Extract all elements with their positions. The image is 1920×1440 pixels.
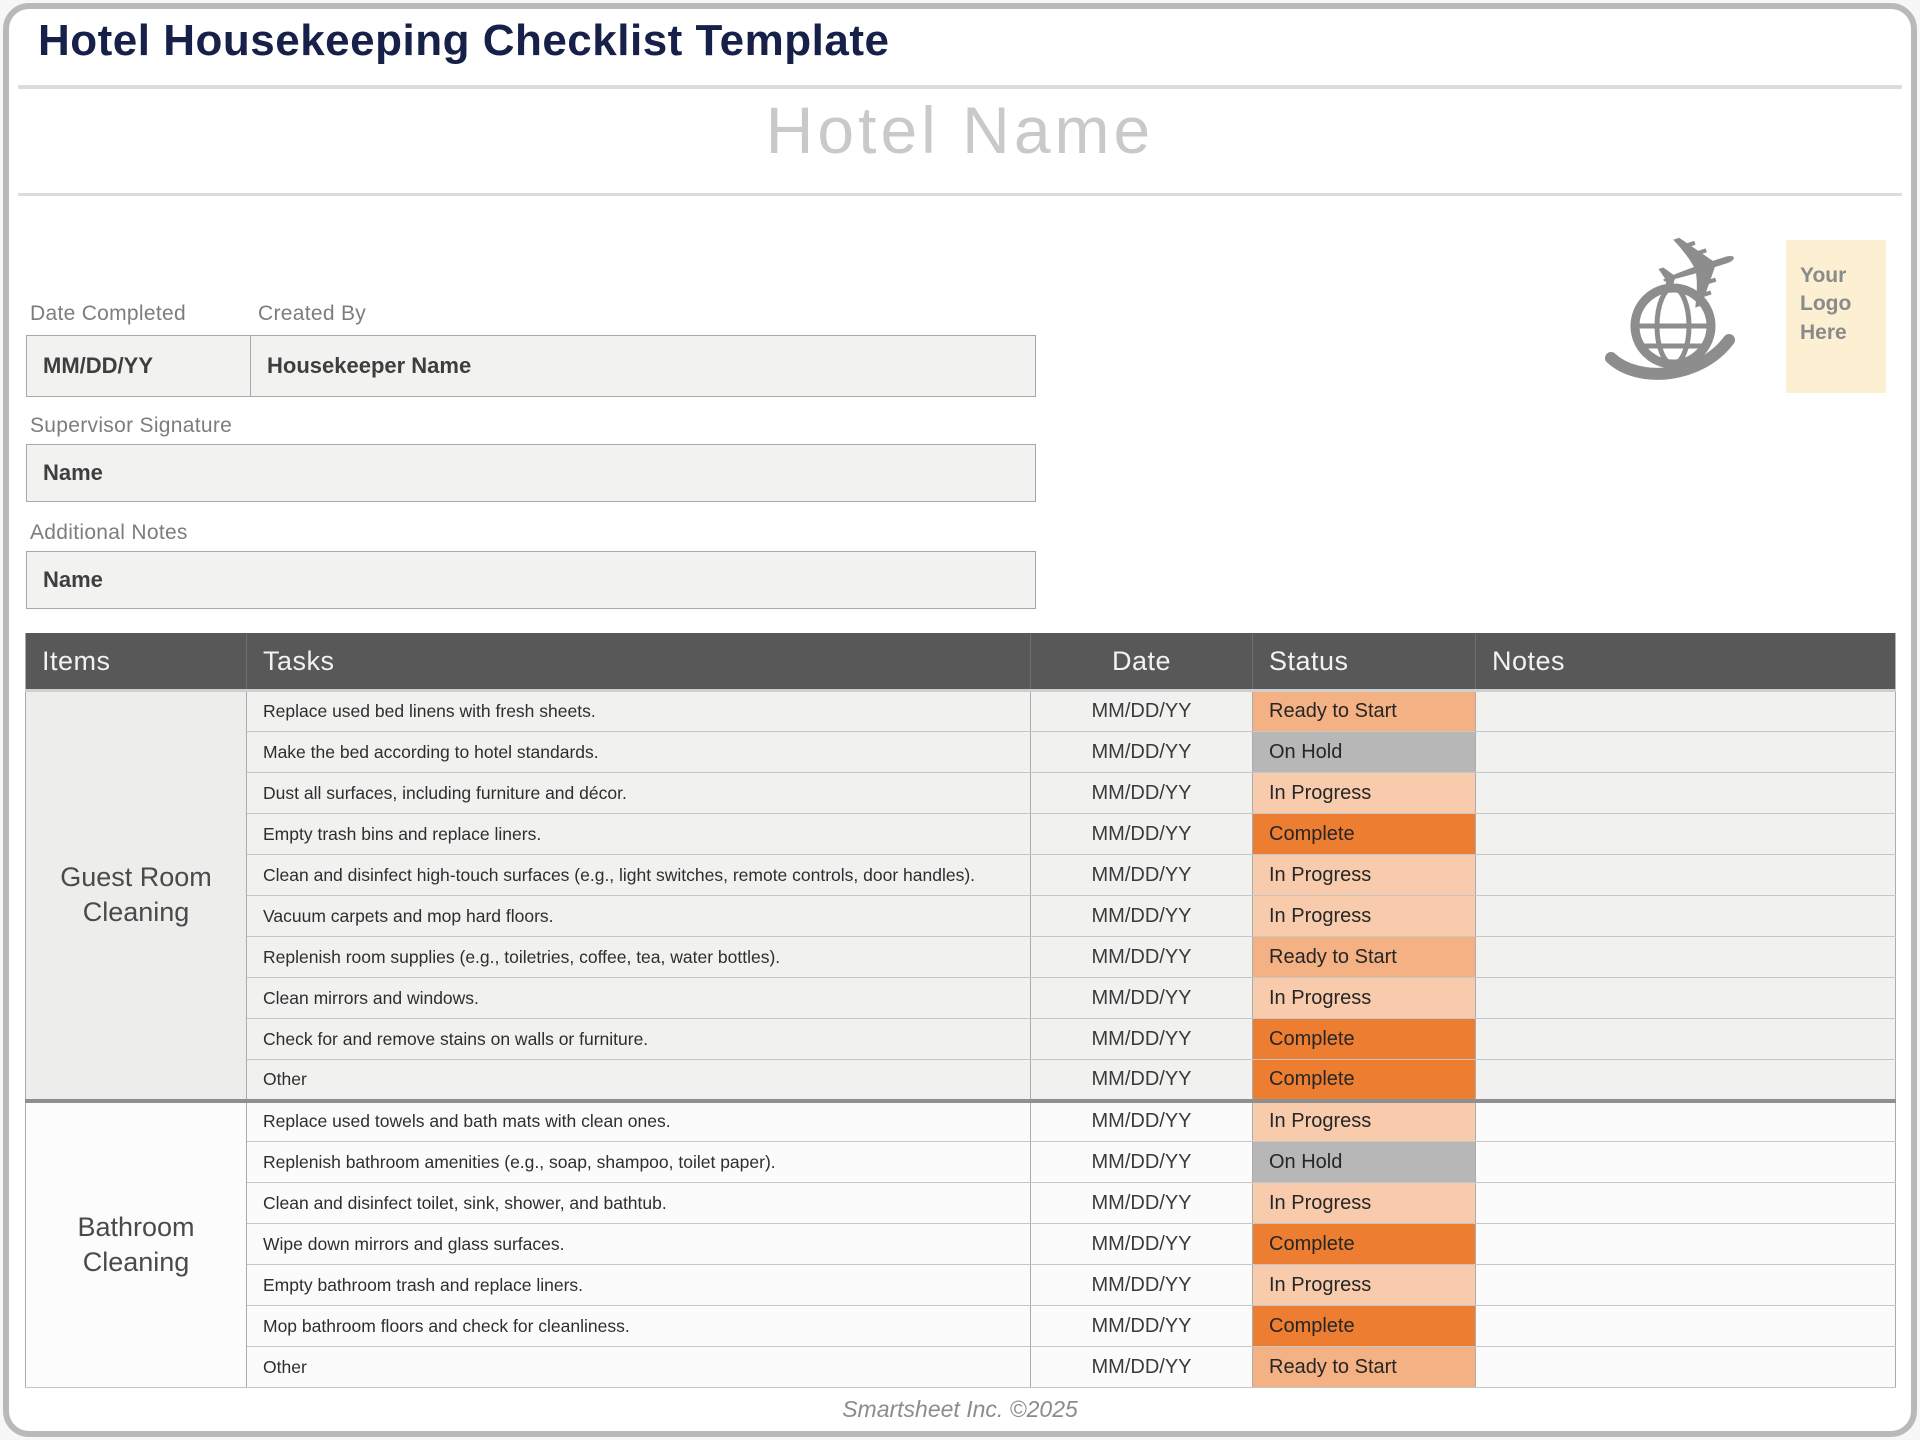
notes-cell[interactable] (1476, 896, 1896, 937)
task-cell[interactable]: Empty bathroom trash and replace liners. (247, 1265, 1031, 1306)
task-cell[interactable]: Dust all surfaces, including furniture and décor. (247, 773, 1031, 814)
airplane-icon: ✈ (1638, 199, 1759, 343)
date-cell[interactable]: MM/DD/YY (1031, 1224, 1253, 1265)
created-by-label: Created By (258, 302, 367, 325)
task-cell[interactable]: Replenish room supplies (e.g., toiletries, coffee, tea, water bottles). (247, 937, 1031, 978)
notes-cell[interactable] (1476, 1265, 1896, 1306)
airplane-globe-icon (1600, 199, 1800, 402)
notes-cell[interactable] (1476, 937, 1896, 978)
task-cell[interactable]: Replace used towels and bath mats with clean ones. (247, 1101, 1031, 1142)
task-cell[interactable]: Check for and remove stains on walls or furniture. (247, 1019, 1031, 1060)
table-row (26, 1183, 1896, 1224)
hotel-name-placeholder[interactable]: Hotel Name (765, 93, 1155, 167)
date-cell[interactable]: MM/DD/YY (1031, 1265, 1253, 1306)
date-cell[interactable]: MM/DD/YY (1031, 1183, 1253, 1224)
notes-cell[interactable] (1476, 1060, 1896, 1101)
status-badge-cell[interactable]: On Hold (1253, 732, 1476, 773)
table-row (26, 1101, 1896, 1142)
date-cell[interactable]: MM/DD/YY (1031, 855, 1253, 896)
notes-cell[interactable] (1476, 1142, 1896, 1183)
table-row (26, 1060, 1896, 1101)
task-cell[interactable]: Wipe down mirrors and glass surfaces. (247, 1224, 1031, 1265)
notes-cell[interactable] (1476, 855, 1896, 896)
status-badge-cell[interactable]: Complete (1253, 1224, 1476, 1265)
status-badge-cell[interactable]: In Progress (1253, 1101, 1476, 1142)
header-date: Date (1031, 633, 1253, 691)
date-cell[interactable]: MM/DD/YY (1031, 1347, 1253, 1388)
created-by-field[interactable]: Housekeeper Name (267, 353, 472, 378)
status-badge-cell[interactable]: Complete (1253, 1060, 1476, 1101)
supervisor-signature-label: Supervisor Signature (30, 414, 233, 437)
task-cell[interactable]: Make the bed according to hotel standards. (247, 732, 1031, 773)
status-badge-cell[interactable]: Ready to Start (1253, 691, 1476, 732)
header-status: Status (1253, 633, 1476, 691)
notes-cell[interactable] (1476, 1347, 1896, 1388)
status-badge-cell[interactable]: In Progress (1253, 978, 1476, 1019)
item-group-label: Guest Room Cleaning (26, 691, 247, 1101)
supervisor-signature-row (26, 444, 1036, 502)
table-row (26, 773, 1896, 814)
notes-cell[interactable] (1476, 732, 1896, 773)
date-completed-label: Date Completed (30, 302, 186, 325)
status-badge-cell[interactable]: Ready to Start (1253, 1347, 1476, 1388)
item-group-label: Bathroom Cleaning (26, 1101, 247, 1388)
date-created-row (26, 335, 1036, 397)
status-badge-cell[interactable]: In Progress (1253, 1265, 1476, 1306)
notes-cell[interactable] (1476, 1101, 1896, 1142)
status-badge-cell[interactable]: In Progress (1253, 773, 1476, 814)
status-badge-cell[interactable]: Ready to Start (1253, 937, 1476, 978)
table-row (26, 814, 1896, 855)
footer-copyright: Smartsheet Inc. ©2025 (842, 1396, 1078, 1422)
checklist-table-body (26, 691, 1896, 1388)
supervisor-signature-field[interactable]: Name (43, 460, 103, 485)
date-cell[interactable]: MM/DD/YY (1031, 1101, 1253, 1142)
notes-cell[interactable] (1476, 1019, 1896, 1060)
date-cell[interactable]: MM/DD/YY (1031, 814, 1253, 855)
task-cell[interactable]: Mop bathroom floors and check for cleanliness. (247, 1306, 1031, 1347)
table-row (26, 1265, 1896, 1306)
task-cell[interactable]: Replace used bed linens with fresh sheets. (247, 691, 1031, 732)
task-cell[interactable]: Clean and disinfect toilet, sink, shower, and bathtub. (247, 1183, 1031, 1224)
date-cell[interactable]: MM/DD/YY (1031, 978, 1253, 1019)
date-cell[interactable]: MM/DD/YY (1031, 896, 1253, 937)
table-row (26, 1019, 1896, 1060)
checklist-table (25, 633, 1896, 1388)
notes-cell[interactable] (1476, 1306, 1896, 1347)
date-cell[interactable]: MM/DD/YY (1031, 1019, 1253, 1060)
table-header-row (26, 633, 1896, 691)
task-cell[interactable]: Clean mirrors and windows. (247, 978, 1031, 1019)
date-cell[interactable]: MM/DD/YY (1031, 1306, 1253, 1347)
header-tasks: Tasks (247, 633, 1031, 691)
table-row (26, 691, 1896, 732)
table-row (26, 978, 1896, 1019)
table-row (26, 732, 1896, 773)
status-badge-cell[interactable]: Complete (1253, 1306, 1476, 1347)
notes-cell[interactable] (1476, 691, 1896, 732)
task-cell[interactable]: Other (247, 1060, 1031, 1101)
table-row (26, 896, 1896, 937)
date-cell[interactable]: MM/DD/YY (1031, 773, 1253, 814)
additional-notes-row (26, 551, 1036, 609)
status-badge-cell[interactable]: In Progress (1253, 855, 1476, 896)
date-cell[interactable]: MM/DD/YY (1031, 1060, 1253, 1101)
table-row (26, 1224, 1896, 1265)
notes-cell[interactable] (1476, 978, 1896, 1019)
additional-notes-field[interactable]: Name (43, 567, 103, 592)
status-badge-cell[interactable]: Complete (1253, 1019, 1476, 1060)
status-badge-cell[interactable]: In Progress (1253, 896, 1476, 937)
header-notes: Notes (1476, 633, 1896, 691)
date-cell[interactable]: MM/DD/YY (1031, 1142, 1253, 1183)
logo-placeholder-text: Your Logo Here (1800, 264, 1852, 344)
date-completed-field[interactable]: MM/DD/YY (27, 336, 251, 396)
date-cell[interactable]: MM/DD/YY (1031, 732, 1253, 773)
task-cell[interactable]: Clean and disinfect high-touch surfaces (e.g., light switches, remote controls, door handles). (247, 855, 1031, 896)
notes-cell[interactable] (1476, 814, 1896, 855)
task-cell[interactable]: Replenish bathroom amenities (e.g., soap, shampoo, toilet paper). (247, 1142, 1031, 1183)
task-cell[interactable]: Other (247, 1347, 1031, 1388)
date-cell[interactable]: MM/DD/YY (1031, 691, 1253, 732)
header-items: Items (26, 633, 247, 691)
table-row (26, 937, 1896, 978)
status-badge-cell[interactable]: Complete (1253, 814, 1476, 855)
page-title: Hotel Housekeeping Checklist Template (38, 16, 890, 65)
divider-top (18, 85, 1902, 89)
table-row (26, 855, 1896, 896)
logo-placeholder-box[interactable] (1786, 240, 1886, 393)
table-row (26, 1142, 1896, 1183)
notes-cell[interactable] (1476, 1183, 1896, 1224)
divider-under-hotel-name (18, 193, 1902, 196)
task-cell[interactable]: Vacuum carpets and mop hard floors. (247, 896, 1031, 937)
table-row (26, 1347, 1896, 1388)
additional-notes-label: Additional Notes (30, 521, 188, 544)
date-cell[interactable]: MM/DD/YY (1031, 937, 1253, 978)
notes-cell[interactable] (1476, 1224, 1896, 1265)
status-badge-cell[interactable]: In Progress (1253, 1183, 1476, 1224)
task-cell[interactable]: Empty trash bins and replace liners. (247, 814, 1031, 855)
table-row (26, 1306, 1896, 1347)
status-badge-cell[interactable]: On Hold (1253, 1142, 1476, 1183)
notes-cell[interactable] (1476, 773, 1896, 814)
